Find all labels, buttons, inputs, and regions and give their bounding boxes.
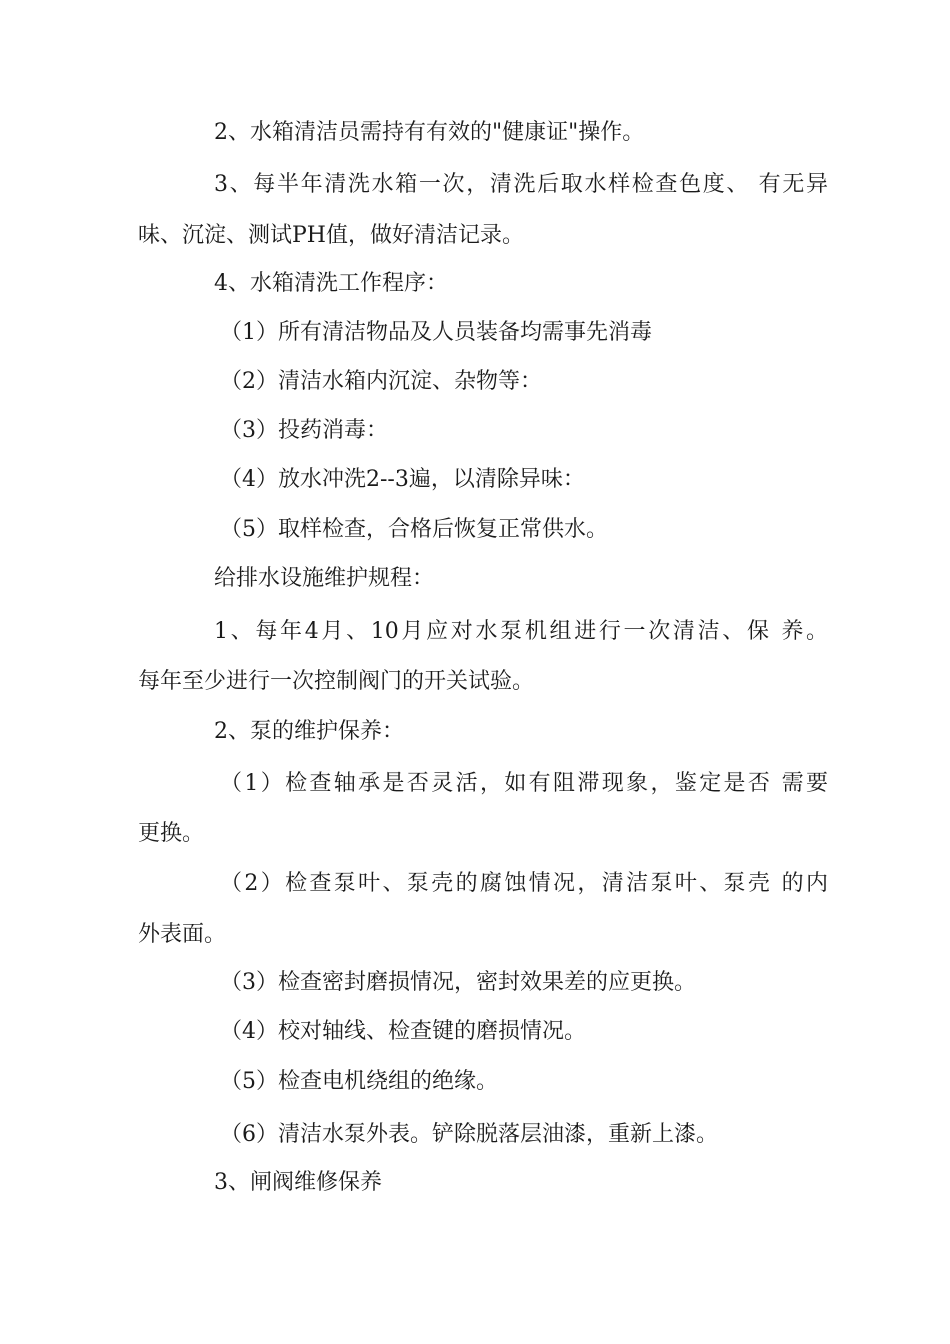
paragraph-line: 更换。 [138, 821, 205, 846]
paragraph-line: 每年至少进行一次控制阀门的开关试验。 [138, 669, 535, 694]
paragraph-line: 2、水箱清洁员需持有有效的"健康证"操作。 [214, 120, 645, 145]
list-item: （1）检查轴承是否灵活，如有阻滞现象，鉴定是否 需要 [220, 771, 828, 796]
list-item: （6）清洁水泵外表。铲除脱落层油漆，重新上漆。 [220, 1122, 718, 1147]
list-item: （4）放水冲洗2--3遍，以清除异味： [220, 467, 585, 492]
list-item: （1）所有清洁物品及人员装备均需事先消毒 [220, 320, 652, 345]
paragraph-line: 3、每半年清洗水箱一次，清洗后取水样检查色度、 有无异 [214, 172, 828, 197]
paragraph-line: 味、沉淀、测试PH值，做好清洁记录。 [138, 223, 524, 248]
section-heading: 给排水设施维护规程： [214, 566, 435, 591]
paragraph-line: 4、水箱清洗工作程序： [214, 271, 448, 296]
list-item: （4）校对轴线、检查键的磨损情况。 [220, 1019, 586, 1044]
list-item: （5）取样检查，合格后恢复正常供水。 [220, 517, 608, 542]
paragraph-line: 外表面。 [138, 922, 227, 947]
section-heading: 3、闸阀维修保养 [214, 1170, 382, 1195]
list-item: （2）检查泵叶、泵壳的腐蚀情况，清洁泵叶、泵壳 的内 [220, 871, 828, 896]
list-item: （3）检查密封磨损情况，密封效果差的应更换。 [220, 970, 696, 995]
list-item: （3）投药消毒： [220, 418, 388, 443]
list-item: （5）检查电机绕组的绝缘。 [220, 1069, 498, 1094]
list-item: （2）清洁水箱内沉淀、杂物等： [220, 369, 542, 394]
paragraph-line: 2、泵的维护保养： [214, 719, 404, 744]
paragraph-line: 1、每年4月、10月应对水泵机组进行一次清洁、保 养。 [214, 619, 828, 644]
